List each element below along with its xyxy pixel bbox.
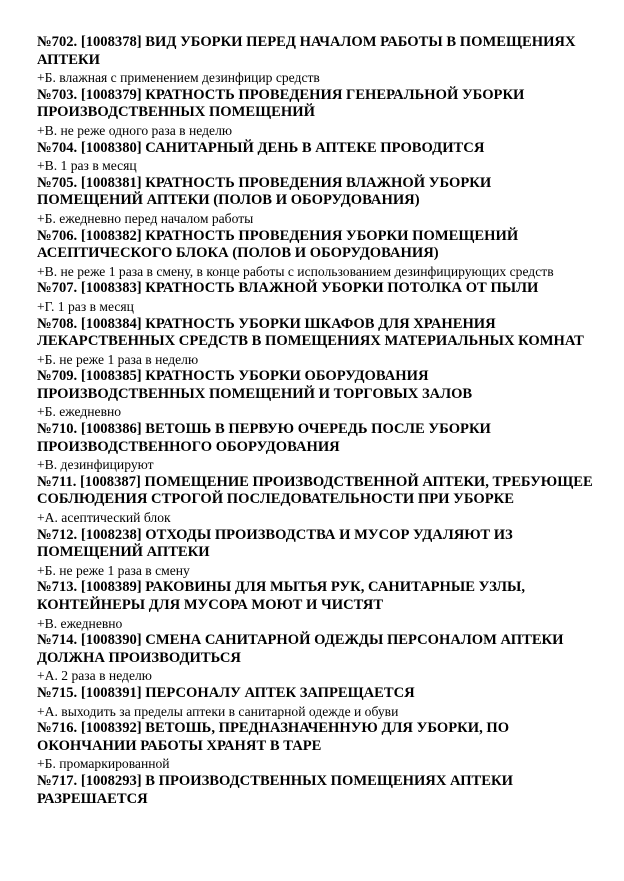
document-page [37, 34, 597, 808]
question-item [37, 632, 597, 685]
question-text: №716. [1008392] ВЕТОШЬ, ПРЕДНАЗНАЧЕННУЮ ДЛЯ УБОРКИ, ПО ОКОНЧАНИИ РАБОТЫ ХРАНЯТ В ТАРЕ [37, 720, 510, 754]
question-item [37, 527, 597, 580]
answer-text: +В. дезинфицируют [37, 457, 154, 473]
question-text: №709. [1008385] КРАТНОСТЬ УБОРКИ ОБОРУДОВАНИЯ ПРОИЗВОДСТВЕННЫХ ПОМЕЩЕНИЙ И ТОРГОВЫХ ЗАЛОВ [37, 368, 473, 402]
question-item [37, 87, 597, 140]
question-item [37, 368, 597, 421]
question-text: №717. [1008293] В ПРОИЗВОДСТВЕННЫХ ПОМЕЩЕНИЯХ АПТЕКИ РАЗРЕШАЕТСЯ [37, 772, 513, 807]
question-text: №715. [1008391] ПЕРСОНАЛУ АПТЕК ЗАПРЕЩАЕТСЯ [37, 684, 415, 701]
answer-text: +Б. ежедневно [37, 404, 122, 420]
answer-text: +В. не реже одного раза в неделю [37, 122, 233, 138]
question-item [37, 140, 597, 175]
answer-text: +Б. промаркированной [37, 756, 170, 772]
question-item [37, 175, 597, 228]
question-text: №714. [1008390] СМЕНА САНИТАРНОЙ ОДЕЖДЫ ПЕРСОНАЛОМ АПТЕКИ ДОЛЖНА ПРОИЗВОДИТЬСЯ [37, 632, 564, 666]
question-text: №706. [1008382] КРАТНОСТЬ ПРОВЕДЕНИЯ УБОРКИ ПОМЕЩЕНИЙ АСЕПТИЧЕСКОГО БЛОКА (ПОЛОВ И ОБОРУДОВАНИЯ) [37, 227, 519, 262]
answer-text: +В. не реже 1 раза в смену, в конце работы с использованием дезинфицирующих средств [37, 263, 554, 279]
question-item [37, 421, 597, 474]
question-text: №712. [1008238] ОТХОДЫ ПРОИЗВОДСТВА И МУСОР УДАЛЯЮТ ИЗ ПОМЕЩЕНИЙ АПТЕКИ [37, 526, 513, 561]
question-text: №703. [1008379] КРАТНОСТЬ ПРОВЕДЕНИЯ ГЕНЕРАЛЬНОЙ УБОРКИ ПРОИЗВОДСТВЕННЫХ ПОМЕЩЕНИЙ [37, 86, 525, 121]
answer-text: +Б. ежедневно перед началом работы [37, 210, 254, 226]
question-item [37, 280, 597, 315]
question-text: №704. [1008380] САНИТАРНЫЙ ДЕНЬ В АПТЕКЕ ПРОВОДИТСЯ [37, 139, 485, 156]
question-text: №713. [1008389] РАКОВИНЫ ДЛЯ МЫТЬЯ РУК, САНИТАРНЫЕ УЗЛЫ, КОНТЕЙНЕРЫ ДЛЯ МУСОРА МОЮТ И ЧИСТЯТ [37, 579, 526, 613]
question-item [37, 34, 597, 87]
question-text: №710. [1008386] ВЕТОШЬ В ПЕРВУЮ ОЧЕРЕДЬ ПОСЛЕ УБОРКИ ПРОИЗВОДСТВЕННОГО ОБОРУДОВАНИЯ [37, 421, 491, 455]
answer-text: +Б. не реже 1 раза в смену [37, 562, 190, 578]
question-item [37, 685, 597, 720]
question-item [37, 773, 597, 808]
question-item [37, 579, 597, 632]
question-text: №708. [1008384] КРАТНОСТЬ УБОРКИ ШКАФОВ ДЛЯ ХРАНЕНИЯ ЛЕКАРСТВЕННЫХ СРЕДСТВ В ПОМЕЩЕНИЯХ МАТЕРИАЛЬНЫХ КОМНАТ [37, 315, 584, 350]
question-item [37, 228, 597, 281]
answer-text: +А. выходить за пределы аптеки в санитарной одежде и обуви [37, 703, 399, 719]
question-item [37, 474, 597, 527]
question-text: №702. [1008378] ВИД УБОРКИ ПЕРЕД НАЧАЛОМ РАБОТЫ В ПОМЕЩЕНИЯХ АПТЕКИ [37, 34, 576, 68]
answer-text: +Б. не реже 1 раза в неделю [37, 351, 199, 367]
answer-text: +А. 2 раза в неделю [37, 668, 152, 684]
answer-text: +В. ежедневно [37, 615, 123, 631]
question-text: №707. [1008383] КРАТНОСТЬ ВЛАЖНОЙ УБОРКИ ПОТОЛКА ОТ ПЫЛИ [37, 280, 539, 297]
answer-text: +Г. 1 раз в месяц [37, 298, 134, 314]
question-text: №705. [1008381] КРАТНОСТЬ ПРОВЕДЕНИЯ ВЛАЖНОЙ УБОРКИ ПОМЕЩЕНИЙ АПТЕКИ (ПОЛОВ И ОБОРУДОВАНИЯ) [37, 174, 492, 209]
answer-text: +Б. влажная с применением дезинфицир средств [37, 70, 320, 86]
question-text: №711. [1008387] ПОМЕЩЕНИЕ ПРОИЗВОДСТВЕННОЙ АПТЕКИ, ТРЕБУЮЩЕЕ СОБЛЮДЕНИЯ СТРОГОЙ ПОСЛЕДОВАТЕЛЬНОСТИ ПРИ УБОРКЕ [37, 473, 593, 508]
question-item [37, 316, 597, 369]
answer-text: +В. 1 раз в месяц [37, 158, 137, 174]
answer-text: +А. асептический блок [37, 510, 171, 526]
question-item [37, 720, 597, 773]
